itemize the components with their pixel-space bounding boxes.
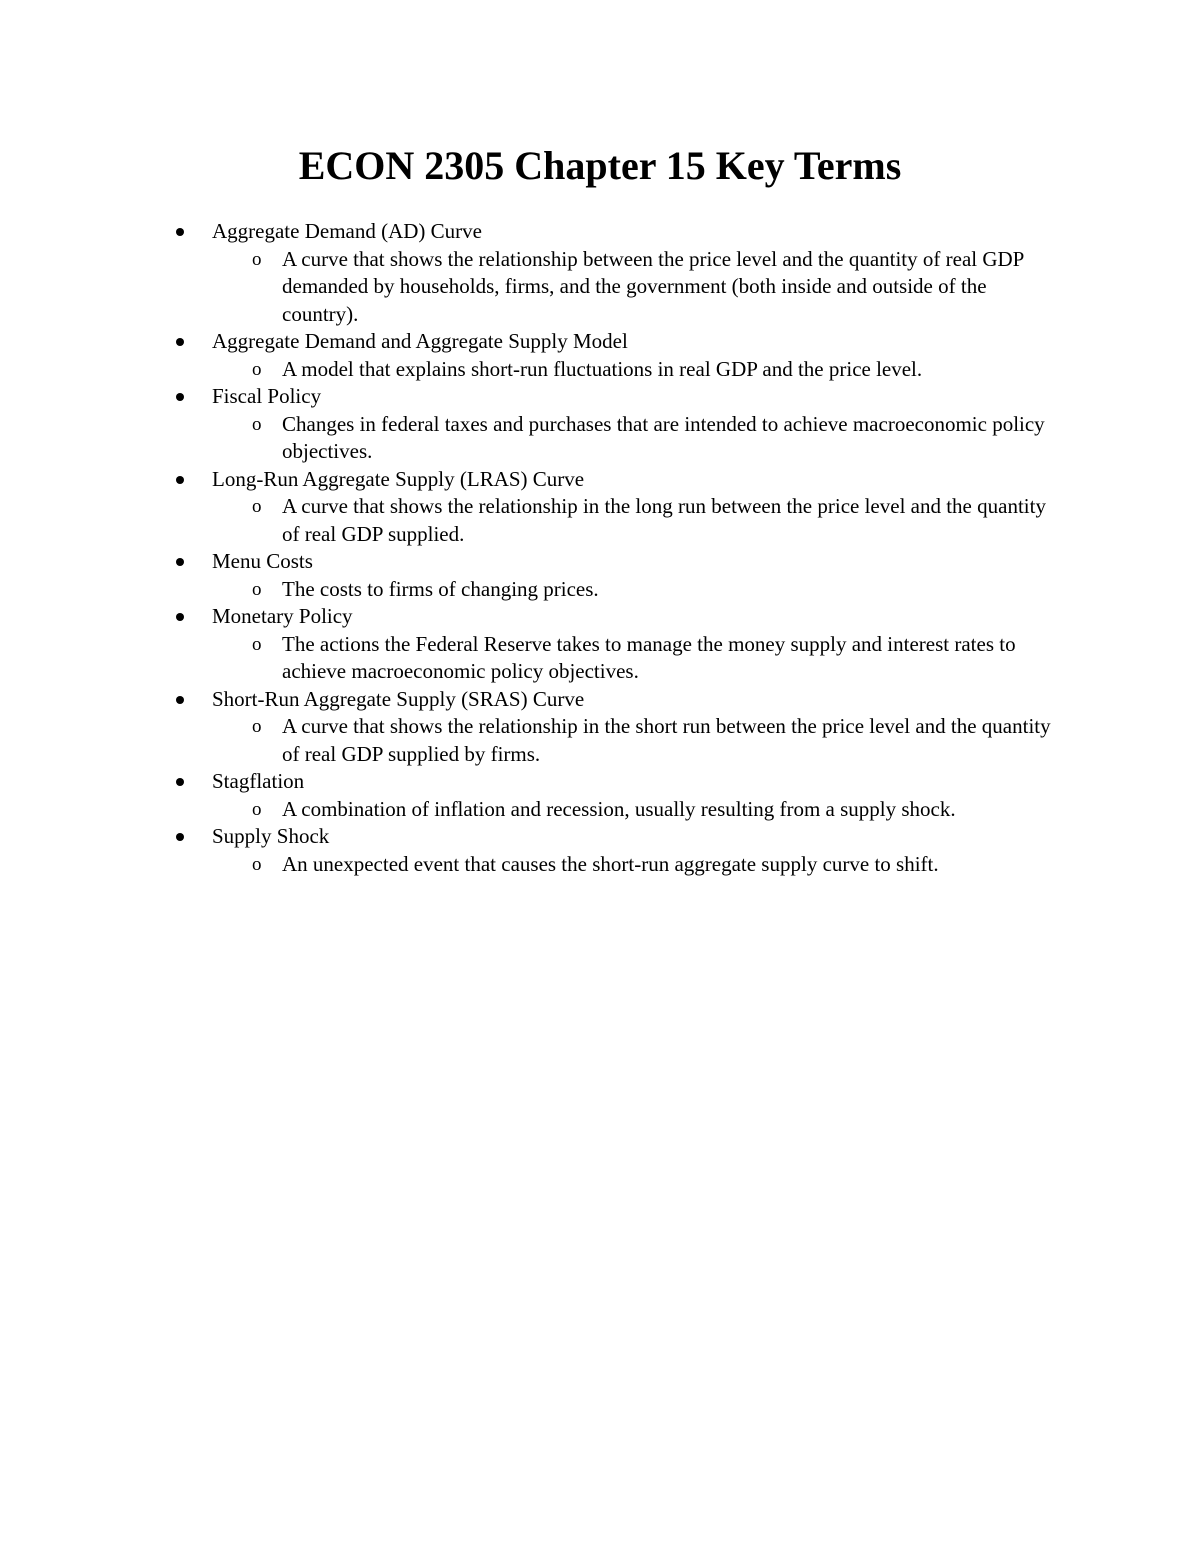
definition-item <box>212 411 1057 466</box>
definition-list <box>212 576 1076 604</box>
term-definition: A curve that shows the relationship between the price level and the quantity of real GDP demanded by households, firms, and the government (both inside and outside of the country). <box>282 246 1024 326</box>
bullet-icon <box>176 613 184 621</box>
bullet-icon <box>176 833 184 841</box>
bullet-icon <box>176 228 184 236</box>
page-title: ECON 2305 Chapter 15 Key Terms <box>298 143 902 188</box>
sub-bullet-icon: o <box>252 496 262 517</box>
definition-item <box>212 851 1057 879</box>
sub-bullet-icon: o <box>252 633 262 655</box>
term-name: Long-Run Aggregate Supply (LRAS) Curve <box>212 466 585 491</box>
definition-item <box>212 493 1057 548</box>
definition-item <box>212 796 1057 824</box>
definition-item <box>212 356 1057 384</box>
sub-bullet-icon: o <box>252 798 262 820</box>
sub-bullet-icon: o <box>252 358 262 380</box>
definition-list <box>212 356 1076 384</box>
term-name: Stagflation <box>212 769 305 793</box>
term-item <box>176 218 1076 328</box>
bullet-icon <box>176 558 184 566</box>
bullet-icon <box>176 393 184 401</box>
term-item <box>176 686 1076 769</box>
bullet-icon <box>176 338 184 346</box>
term-item <box>176 768 1076 823</box>
definition-item <box>212 576 1057 604</box>
definition-list <box>212 631 1076 686</box>
term-name: Fiscal Policy <box>212 384 322 408</box>
definition-item <box>212 246 1057 329</box>
term-definition: The costs to firms of changing prices. <box>282 576 599 601</box>
term-definition: The actions the Federal Reserve takes to manage the money supply and interest rates to achieve macroeconomic policy objectives. <box>282 631 1016 683</box>
term-name: Supply Shock <box>212 824 330 848</box>
term-definition: A curve that shows the relationship in the short run between the price level and the quantity of real GDP supplied by firms. <box>282 714 1051 766</box>
definition-list <box>212 796 1076 824</box>
term-item <box>176 823 1076 878</box>
term-name: Aggregate Demand (AD) Curve <box>212 219 482 243</box>
definition-list <box>212 411 1076 466</box>
term-definition: A model that explains short-run fluctuations in real GDP and the price level. <box>282 356 923 381</box>
term-name: Aggregate Demand and Aggregate Supply Model <box>212 329 628 353</box>
sub-bullet-icon: o <box>252 716 262 737</box>
term-item <box>176 328 1076 383</box>
key-terms-list <box>176 218 1076 878</box>
term-name: Menu Costs <box>212 549 313 573</box>
sub-bullet-icon: o <box>252 413 262 435</box>
term-definition: An unexpected event that causes the short-run aggregate supply curve to shift. <box>282 851 939 876</box>
sub-bullet-icon: o <box>252 248 262 270</box>
bullet-icon <box>176 696 184 704</box>
term-item <box>176 466 1076 549</box>
term-item <box>176 383 1076 466</box>
term-item <box>176 603 1076 686</box>
term-name: Monetary Policy <box>212 604 353 628</box>
sub-bullet-icon: o <box>252 853 262 875</box>
term-definition: A combination of inflation and recession, usually resulting from a supply shock. <box>282 796 956 821</box>
definition-list <box>212 713 1076 768</box>
definition-list <box>212 246 1076 329</box>
definition-item <box>212 631 1057 686</box>
bullet-icon <box>176 778 184 786</box>
definition-item <box>212 713 1057 768</box>
term-definition: Changes in federal taxes and purchases that are intended to achieve macroeconomic policy objectives. <box>282 411 1045 463</box>
term-name: Short-Run Aggregate Supply (SRAS) Curve <box>212 686 585 711</box>
definition-list <box>212 851 1076 879</box>
definition-list <box>212 493 1076 548</box>
bullet-icon <box>176 476 184 484</box>
sub-bullet-icon: o <box>252 578 262 600</box>
term-item <box>176 548 1076 603</box>
term-definition: A curve that shows the relationship in the long run between the price level and the quantity of real GDP supplied. <box>282 494 1046 546</box>
